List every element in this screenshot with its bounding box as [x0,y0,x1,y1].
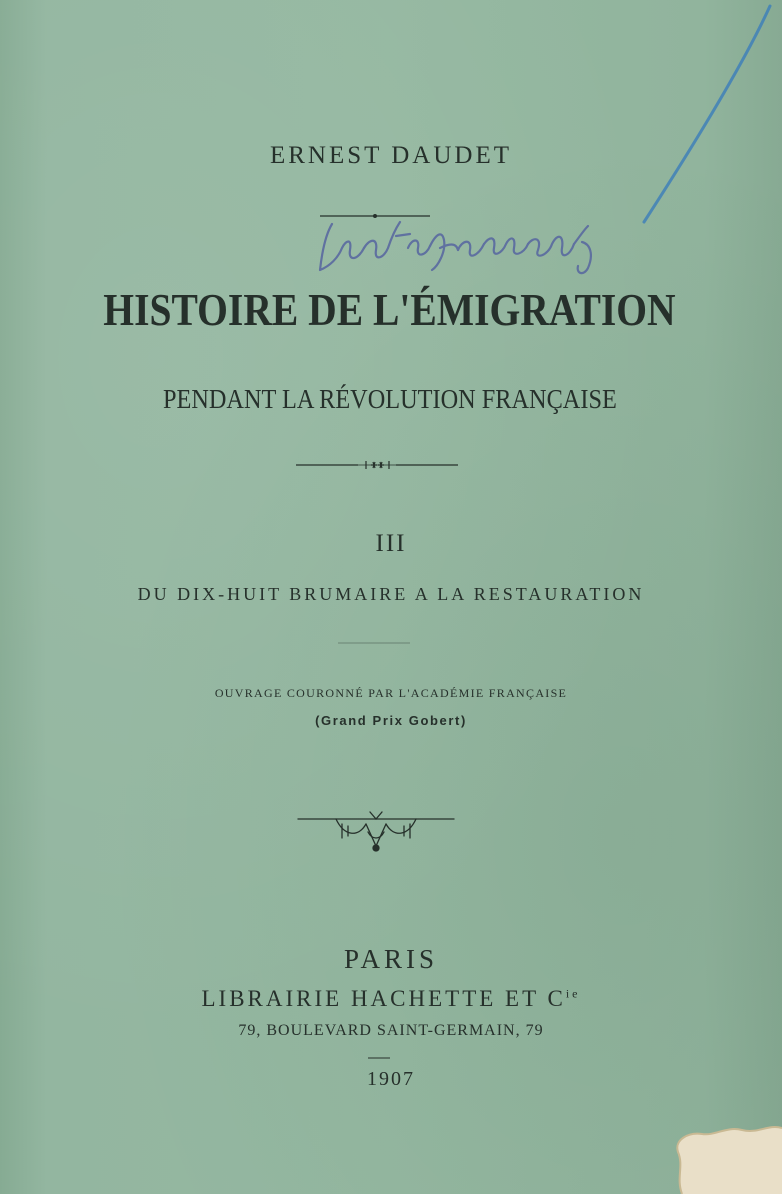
publication-city: PARIS [343,944,439,974]
blue-pencil-stroke [630,0,780,240]
short-rule-year [368,1056,390,1060]
handwritten-signature [312,208,612,280]
drapery-vignette-ornament [296,806,456,856]
publisher-name-superscript: ie [565,986,581,1001]
award-line: OUVRAGE COURONNÉ PAR L'ACADÉMIE FRANÇAISE [214,686,568,700]
prize-line: (Grand Prix Gobert) [315,713,467,728]
short-rule [338,640,410,646]
torn-corner [668,1118,782,1194]
author-name: ERNEST DAUDET [269,142,512,169]
publisher-name-text: LIBRAIRIE HACHETTE ET C [201,986,566,1011]
publication-year: 1907 [367,1068,415,1090]
volume-number: III [375,530,407,557]
book-title: HISTOIRE DE L'ÉMIGRATION [103,284,676,335]
book-subtitle: PENDANT LA RÉVOLUTION FRANÇAISE [162,384,617,414]
asterism-rule-ornament [296,458,458,472]
volume-title: DU DIX-HUIT BRUMAIRE A LA RESTAURATION [137,584,645,604]
publisher-address: 79, BOULEVARD SAINT-GERMAIN, 79 [238,1022,544,1039]
publisher-name [0,986,782,1012]
